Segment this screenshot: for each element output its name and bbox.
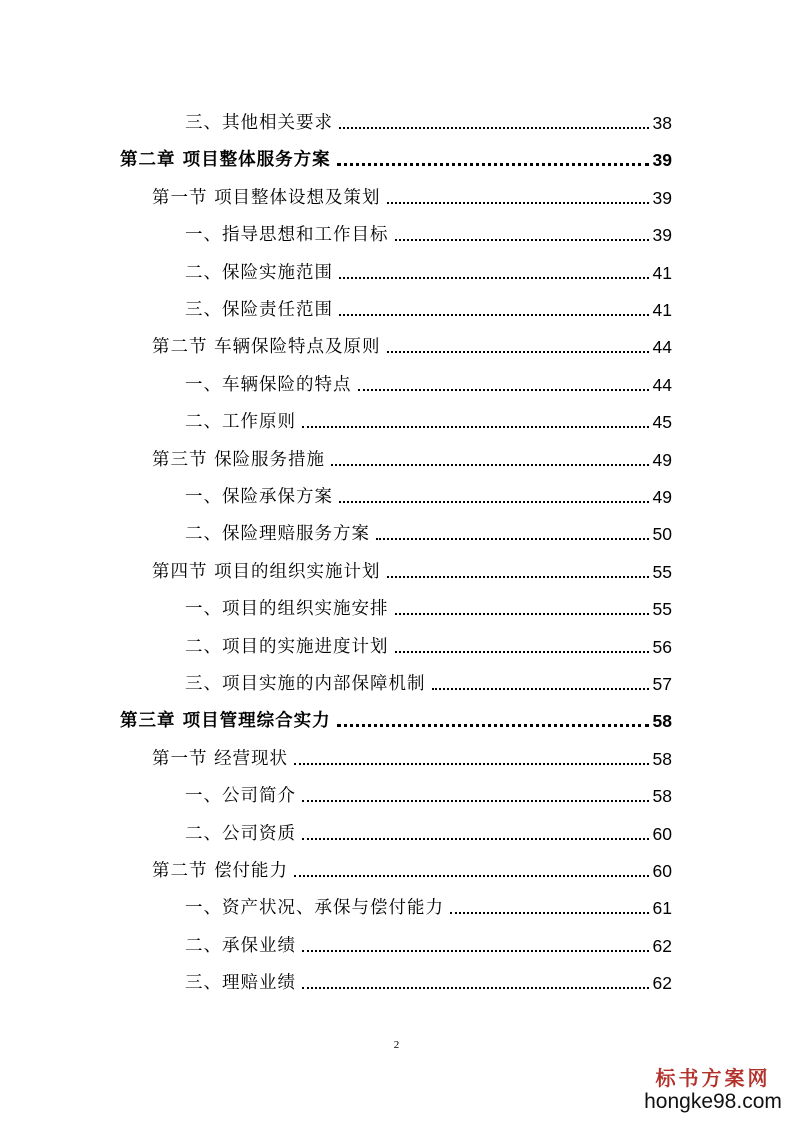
toc-entry-page: 38 [652,113,672,133]
toc-entry-page: 60 [652,823,672,844]
toc-entry-title: 三、理赔业绩 [185,973,296,994]
toc-entry-page: 39 [652,225,672,246]
toc-entry-title: 第二节 偿付能力 [152,861,289,881]
toc-dot-leader [302,838,649,840]
toc-entry-title: 一、保险承保方案 [185,487,333,507]
toc-dot-leader [450,912,649,914]
toc-entry-page: 58 [652,711,672,732]
toc-subsection-entry[interactable] [185,964,672,994]
toc-entry-page: 55 [652,599,672,620]
toc-dot-leader [395,651,649,653]
toc-dot-leader [395,239,649,241]
toc-subsection-entry[interactable] [185,777,672,807]
toc-subsection-entry[interactable] [185,216,672,246]
toc-dot-leader [387,576,649,578]
toc-entry-page: 62 [652,935,672,956]
toc-subsection-entry[interactable] [185,478,672,508]
toc-section-entry[interactable] [152,328,672,358]
toc-subsection-entry[interactable] [185,403,672,433]
toc-entry-page: 55 [652,561,672,582]
toc-entry-page: 44 [652,337,672,358]
toc-entry-title: 三、项目实施的内部保障机制 [185,674,426,694]
toc-entry-page: 45 [652,412,672,433]
toc-chapter-entry[interactable] [120,702,672,732]
toc-entry-page: 60 [652,861,672,881]
toc-section-entry[interactable] [152,179,672,209]
toc-dot-leader [395,613,649,615]
toc-dot-leader [339,127,649,129]
toc-entry-title: 一、指导思想和工作目标 [185,225,389,246]
toc-entry-page: 39 [652,187,672,208]
toc-subsection-entry[interactable] [185,254,672,284]
toc-entry-title: 一、资产状况、承保与偿付能力 [185,898,444,919]
toc-subsection-entry[interactable] [185,104,672,134]
toc-dot-leader [339,314,649,316]
toc-dot-leader [337,163,649,166]
toc-entry-title: 三、其他相关要求 [185,113,333,133]
toc-entry-page: 41 [652,300,672,320]
page-number: 2 [393,1039,400,1051]
toc-subsection-entry[interactable] [185,665,672,695]
toc-entry-page: 58 [652,748,672,769]
toc-subsection-entry[interactable] [185,815,672,845]
toc-dot-leader [358,389,649,391]
toc-entry-page: 50 [652,524,672,545]
toc-subsection-entry[interactable] [185,927,672,957]
toc-dot-leader [387,202,649,204]
toc-entry-page: 44 [652,374,672,395]
toc-dot-leader [432,688,649,690]
toc-section-entry[interactable] [152,441,672,471]
toc-section-entry[interactable] [152,852,672,882]
toc-dot-leader [339,277,649,279]
toc-dot-leader [302,950,649,952]
toc-entry-title: 二、项目的实施进度计划 [185,636,389,657]
toc-entry-page: 56 [652,636,672,657]
toc-entry-title: 第四节 项目的组织实施计划 [152,561,381,582]
toc-dot-leader [302,800,649,802]
toc-dot-leader [387,351,649,353]
toc-section-entry[interactable] [152,553,672,583]
toc-entry-title: 二、公司资质 [185,823,296,844]
toc-dot-leader [302,987,649,989]
toc-entry-title: 第一节 经营现状 [152,748,289,769]
toc-dot-leader [331,464,648,466]
toc-entry-title: 二、工作原则 [185,412,296,433]
toc-subsection-entry[interactable] [185,628,672,658]
toc-entry-page: 58 [652,786,672,807]
toc-section-entry[interactable] [152,740,672,770]
toc-dot-leader [294,875,648,877]
toc-entry-title: 一、公司简介 [185,786,296,807]
toc-entry-title: 三、保险责任范围 [185,300,333,320]
toc-entry-page: 39 [652,150,672,171]
toc-entry-page: 62 [652,973,672,994]
toc-entry-page: 57 [652,674,672,694]
toc-entry-title: 第三章 项目管理综合实力 [120,711,331,732]
toc-entry-title: 二、承保业绩 [185,935,296,956]
toc-subsection-entry[interactable] [185,590,672,620]
toc-dot-leader [294,763,648,765]
toc-dot-leader [302,426,649,428]
toc-subsection-entry[interactable] [185,889,672,919]
toc-entry-title: 第三节 保险服务措施 [152,449,326,470]
watermark-url-text: hongke98.com [644,1090,782,1113]
toc-entry-title: 二、保险理赔服务方案 [185,524,370,545]
toc-subsection-entry[interactable] [185,366,672,396]
toc-entry-page: 61 [652,898,672,919]
toc-entry-title: 第二节 车辆保险特点及原则 [152,337,381,358]
toc-entry-title: 第一节 项目整体设想及策划 [152,187,381,208]
toc-entry-page: 41 [652,262,672,283]
watermark-chinese-text: 标书方案网 [655,1066,771,1090]
toc-entry-page: 49 [652,449,672,470]
toc-entry-title: 第二章 项目整体服务方案 [120,150,331,171]
toc-entry-title: 二、保险实施范围 [185,262,333,283]
toc-subsection-entry[interactable] [185,291,672,321]
toc-entry-title: 一、车辆保险的特点 [185,374,352,395]
toc-chapter-entry[interactable] [120,141,672,171]
toc-dot-leader [339,501,649,503]
toc-dot-leader [376,538,649,540]
site-watermark [643,1066,783,1114]
toc-subsection-entry[interactable] [185,515,672,545]
toc-entry-page: 49 [652,487,672,507]
toc-dot-leader [337,724,649,727]
toc-entry-title: 一、项目的组织实施安排 [185,599,389,620]
